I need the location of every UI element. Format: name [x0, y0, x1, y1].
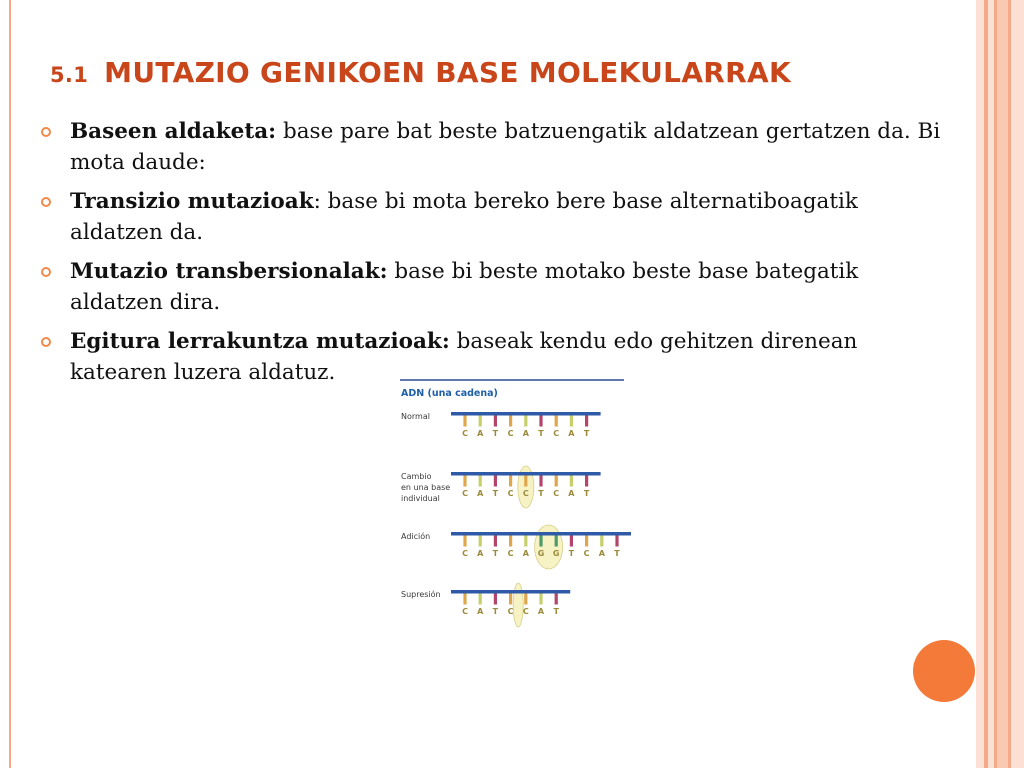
base-stick: [570, 476, 573, 487]
base-letter: T: [568, 549, 575, 558]
base-letter: C: [462, 607, 468, 616]
figure-row-label: Adición: [401, 532, 431, 541]
base-stick: [494, 536, 497, 547]
base-letter: C: [507, 549, 514, 558]
left-border-line: [9, 0, 11, 768]
base-letter: A: [568, 429, 575, 438]
bullet-term: Mutazio transbersionalak:: [70, 259, 388, 284]
base-letter: T: [583, 429, 590, 438]
base-stick: [509, 594, 512, 605]
right-band-light: [976, 0, 984, 768]
bullet-term: Baseen aldaketa:: [70, 119, 277, 144]
base-letter: A: [477, 607, 484, 616]
base-stick: [585, 476, 588, 487]
dna-mutation-figure: [395, 372, 635, 632]
base-stick: [509, 536, 512, 547]
base-stick: [494, 594, 497, 605]
base-letter: A: [522, 549, 529, 558]
bullet-term: Transizio mutazioak: [70, 189, 314, 214]
bullet-text: baseak kendu edo gehitzen direnean katearen luzera aldatuz.: [70, 329, 858, 385]
base-stick: [570, 416, 573, 427]
base-letter: A: [537, 607, 545, 616]
bullet-item: [40, 186, 950, 248]
base-letter: A: [477, 549, 484, 558]
base-letter: A: [522, 429, 529, 438]
bullet-ring-icon: [41, 267, 51, 277]
dna-backbone: [451, 590, 570, 594]
base-letter: T: [492, 429, 499, 438]
bullet-text: base pare bat beste batzuengatik aldatzean gertatzen da. Bi mota daude:: [70, 119, 941, 175]
slide-title: [50, 56, 791, 89]
base-stick: [494, 416, 497, 427]
bullet-ring-icon: [41, 337, 51, 347]
figure-row-label: Normal: [401, 412, 430, 421]
bullet-text: base bi beste motako beste base bategatik aldatzen dira.: [70, 259, 859, 315]
base-letter: C: [507, 607, 514, 616]
bullet-term: Egitura lerrakuntza mutazioak:: [70, 329, 450, 354]
base-stick: [570, 536, 573, 547]
base-letter: C: [553, 429, 560, 438]
base-stick: [555, 476, 558, 487]
dna-backbone: [451, 532, 631, 536]
base-stick: [524, 536, 527, 547]
base-letter: T: [538, 489, 544, 498]
base-letter: T: [492, 549, 499, 558]
bullet-item: [40, 116, 950, 178]
base-letter: T: [583, 489, 590, 498]
base-stick: [524, 476, 527, 487]
base-stick: [539, 536, 542, 547]
figure-row-label: Cambio: [401, 472, 432, 481]
base-stick: [479, 594, 482, 605]
base-stick: [539, 594, 542, 605]
figure-title: ADN (una cadena): [401, 388, 498, 399]
base-stick: [615, 536, 618, 547]
base-stick: [509, 416, 512, 427]
bullet-text: : base bi mota bereko bere base alternatiboagatik aldatzen da.: [70, 189, 858, 245]
base-stick: [585, 416, 588, 427]
base-letter: T: [492, 489, 499, 498]
mutation-highlight: [535, 525, 563, 569]
base-letter: G: [552, 549, 560, 558]
base-letter: C: [462, 489, 468, 498]
base-stick: [479, 536, 482, 547]
figure-row-label: en una base: [401, 483, 451, 492]
base-stick: [463, 594, 466, 605]
bullet-list: [40, 116, 950, 396]
base-stick: [479, 416, 482, 427]
base-letter: T: [553, 607, 559, 616]
base-letter: C: [553, 489, 560, 498]
bullet-ring-icon: [41, 197, 51, 207]
base-letter: C: [522, 607, 529, 616]
base-letter: G: [537, 549, 545, 558]
base-stick: [555, 416, 558, 427]
base-letter: C: [462, 429, 468, 438]
figure-row-label: individual: [401, 494, 440, 503]
base-letter: A: [568, 489, 575, 498]
base-letter: A: [598, 549, 605, 558]
right-band-edge: [1011, 0, 1024, 768]
base-stick: [479, 476, 482, 487]
figure-row-label: Supresión: [401, 590, 441, 599]
bullet-item: [40, 256, 950, 318]
base-letter: A: [477, 489, 484, 498]
base-stick: [600, 536, 603, 547]
base-letter: T: [538, 429, 544, 438]
base-stick: [555, 536, 558, 547]
base-stick: [494, 476, 497, 487]
figure-rows: [401, 412, 631, 627]
base-stick: [555, 594, 558, 605]
dna-backbone: [451, 472, 601, 476]
base-letter: T: [614, 549, 620, 558]
dna-backbone: [451, 412, 601, 416]
base-stick: [539, 476, 542, 487]
right-band-mid: [997, 0, 1008, 768]
decorative-orange-circle: [913, 640, 975, 702]
base-stick: [509, 476, 512, 487]
bullet-ring-icon: [41, 127, 51, 137]
base-stick: [463, 476, 466, 487]
base-stick: [463, 416, 466, 427]
base-stick: [539, 416, 542, 427]
base-stick: [524, 416, 527, 427]
title-number: 5.1: [50, 63, 89, 87]
base-letter: C: [583, 549, 590, 558]
base-letter: C: [507, 489, 514, 498]
base-letter: C: [507, 429, 514, 438]
base-letter: T: [492, 607, 499, 616]
base-letter: C: [462, 549, 468, 558]
title-text: MUTAZIO GENIKOEN BASE MOLEKULARRAK: [104, 56, 791, 89]
base-stick: [585, 536, 588, 547]
mutation-highlight: [513, 583, 523, 627]
base-stick: [524, 594, 527, 605]
base-letter: C: [522, 489, 529, 498]
base-stick: [463, 536, 466, 547]
base-letter: A: [477, 429, 484, 438]
